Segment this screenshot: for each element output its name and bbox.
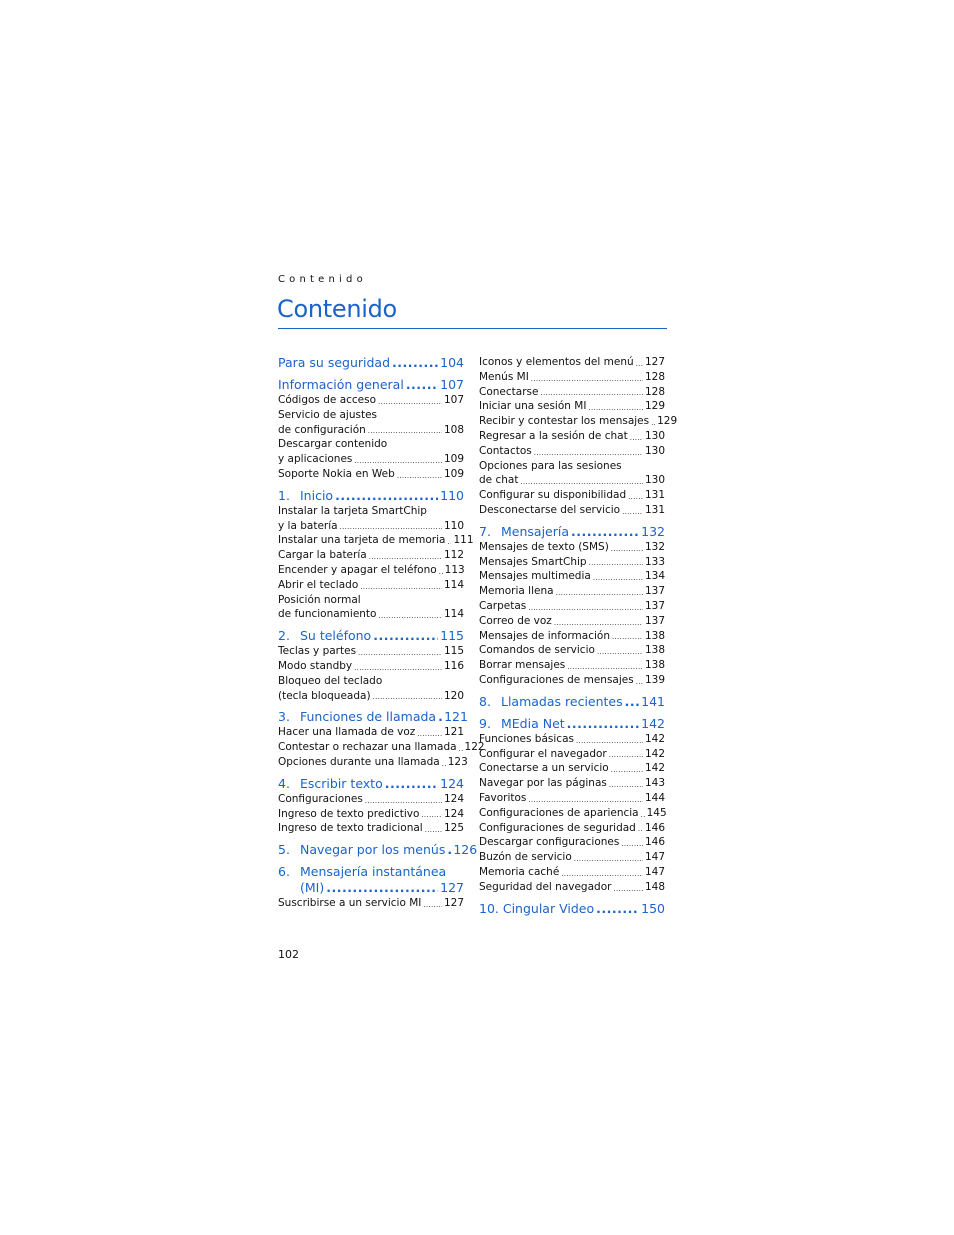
toc-page-number: 120 — [443, 689, 464, 702]
toc-entry[interactable] — [278, 519, 464, 534]
toc-page-number: 133 — [644, 555, 665, 568]
toc-entry-label: Hacer una llamada de voz — [278, 726, 416, 739]
toc-column-right — [479, 355, 678, 917]
dot-leader — [385, 776, 438, 792]
toc-page-number: 122 — [464, 741, 485, 754]
toc-entry[interactable] — [278, 563, 464, 578]
toc-page-number: 147 — [644, 851, 665, 864]
toc-entry-label: Descargar configuraciones — [479, 836, 620, 849]
toc-entry[interactable] — [479, 488, 665, 503]
toc-page-number: 137 — [644, 614, 665, 627]
toc-entry-label: Opciones para las sesiones — [479, 459, 622, 472]
toc-entry[interactable] — [479, 599, 665, 614]
toc-entry[interactable] — [479, 880, 665, 895]
toc-entry-label: Seguridad del navegador — [479, 880, 612, 893]
toc-entry-label: MEdia Net — [501, 715, 565, 731]
toc-entry-label: Configuraciones de mensajes — [479, 673, 634, 686]
toc-page-number: 138 — [644, 644, 665, 657]
dot-leader — [611, 543, 643, 555]
toc-entry-label: Contactos — [479, 444, 532, 457]
toc-section[interactable] — [278, 776, 464, 792]
toc-entry-label: Memoria caché — [479, 865, 560, 878]
toc-entry[interactable] — [479, 414, 678, 429]
toc-entry[interactable] — [479, 865, 665, 880]
toc-page-number: 128 — [644, 370, 665, 383]
toc-page-number: 137 — [644, 585, 665, 598]
toc-entry[interactable] — [278, 689, 464, 704]
toc-page-number: 109 — [443, 467, 464, 480]
toc-entry-label: Para su seguridad — [278, 355, 391, 370]
dot-leader — [625, 694, 640, 710]
toc-page-number: 110 — [440, 487, 464, 503]
dot-leader — [567, 661, 643, 673]
toc-page-number: 116 — [443, 659, 464, 672]
toc-page-number: 142 — [644, 747, 665, 760]
dot-leader — [561, 868, 643, 880]
toc-entry[interactable] — [278, 607, 464, 622]
toc-entry[interactable] — [479, 555, 665, 570]
dot-leader — [397, 470, 442, 482]
dot-leader — [621, 838, 643, 850]
toc-section-number: 2. — [278, 628, 290, 644]
toc-entry[interactable] — [479, 503, 665, 518]
toc-page-number: 121 — [443, 726, 464, 739]
dot-leader — [589, 557, 643, 569]
toc-entry-label: Instalar la tarjeta SmartChip — [278, 504, 427, 517]
toc-entry-label: Correo de voz — [479, 614, 552, 627]
toc-entry-label: Abrir el teclado — [278, 578, 359, 591]
toc-section-number: 1. — [278, 487, 290, 503]
dot-leader — [421, 809, 442, 821]
dot-leader — [360, 581, 442, 593]
toc-page-number: 126 — [453, 842, 478, 858]
toc-page-number: 144 — [644, 791, 665, 804]
toc-entry-label: de chat — [479, 474, 519, 487]
toc-entry-label: Mensajería — [501, 523, 570, 539]
toc-entry[interactable] — [278, 644, 464, 659]
toc-section[interactable] — [278, 709, 468, 725]
toc-entry[interactable] — [479, 732, 665, 747]
toc-entry-label: Navegar por los menús — [300, 842, 446, 858]
toc-page-number: 115 — [443, 645, 464, 658]
toc-page-number: 107 — [443, 394, 464, 406]
toc-entry-label: Escribir texto — [300, 775, 383, 791]
toc-section[interactable] — [278, 355, 464, 371]
dot-leader — [373, 691, 442, 703]
toc-section[interactable] — [479, 901, 665, 917]
toc-entry-label: Recibir y contestar los mensajes — [479, 415, 650, 428]
toc-entry-label: Suscribirse a un servicio MI — [278, 897, 422, 910]
toc-entry-label: Servicio de ajustes — [278, 408, 378, 421]
toc-entry-label: de funcionamiento — [278, 608, 377, 621]
dot-leader — [596, 901, 639, 917]
toc-entry-label: Contestar o rechazar una llamada — [278, 741, 457, 754]
toc-section-number: 4. — [278, 775, 290, 791]
dot-leader — [609, 779, 643, 791]
toc-section[interactable] — [278, 842, 478, 858]
toc-entry[interactable] — [479, 370, 665, 385]
toc-entry-label: Configuraciones de apariencia — [479, 806, 639, 819]
toc-entry[interactable] — [278, 452, 464, 467]
dot-leader — [425, 824, 442, 836]
toc-section[interactable] — [278, 628, 464, 644]
toc-entry-label: Su teléfono — [300, 628, 372, 644]
toc-entry — [278, 593, 464, 608]
toc-entry[interactable] — [479, 444, 665, 459]
dot-leader — [354, 662, 442, 674]
toc-entry[interactable] — [479, 643, 665, 658]
toc-entry[interactable] — [278, 792, 464, 807]
toc-entry[interactable] — [479, 835, 665, 850]
toc-entry[interactable] — [278, 896, 464, 911]
toc-page-number: 129 — [644, 400, 665, 413]
toc-page-number: 104 — [440, 355, 464, 370]
toc-page-number: 138 — [644, 629, 665, 642]
toc-entry[interactable] — [479, 569, 665, 584]
toc-page-number: 141 — [641, 693, 665, 709]
dot-leader — [417, 728, 442, 740]
toc-entry[interactable] — [479, 850, 665, 865]
toc-entry[interactable] — [479, 385, 665, 400]
toc-section[interactable] — [479, 694, 665, 710]
toc-page-number: 111 — [453, 534, 474, 547]
toc-page-number: 124 — [443, 807, 464, 820]
toc-entry — [479, 459, 665, 474]
dot-leader — [612, 631, 643, 643]
dot-leader — [534, 447, 643, 459]
toc-page-number: 128 — [644, 385, 665, 398]
toc-entry-label: 10. Cingular Video — [479, 900, 595, 916]
toc-entry-label: Mensajes SmartChip — [479, 555, 587, 568]
toc-entry — [278, 437, 464, 452]
toc-section[interactable] — [479, 716, 665, 732]
toc-page-number: 109 — [443, 453, 464, 466]
toc-entry[interactable] — [479, 761, 665, 776]
dot-leader — [597, 646, 643, 658]
toc-entry-label: Funciones básicas — [479, 732, 574, 745]
dot-leader — [392, 355, 438, 371]
toc-page-number: 132 — [644, 540, 665, 553]
toc-page-number: 127 — [443, 897, 464, 910]
dot-leader — [611, 764, 643, 776]
toc-page-number: 142 — [644, 732, 665, 745]
dot-leader — [571, 524, 639, 540]
dot-leader — [638, 823, 643, 835]
dot-leader — [358, 647, 442, 659]
toc-page-number: 134 — [644, 570, 665, 583]
toc-entry[interactable] — [479, 473, 665, 488]
toc-page-number: 127 — [440, 880, 464, 896]
toc-entry[interactable] — [278, 740, 485, 755]
toc-page-number: 130 — [644, 429, 665, 442]
toc-entry-label: y aplicaciones — [278, 453, 353, 466]
toc-entry-label: (tecla bloqueada) — [278, 689, 371, 702]
toc-entry-label: Favoritos — [479, 791, 527, 804]
toc-entry[interactable] — [479, 821, 665, 836]
toc-entry-label: Soporte Nokia en Web — [278, 467, 395, 480]
toc-entry[interactable] — [278, 755, 468, 770]
toc-page-number: 127 — [644, 356, 665, 368]
toc-entry-label: Encender y apagar el teléfono — [278, 563, 437, 576]
toc-entry[interactable] — [278, 578, 464, 593]
toc-entry[interactable] — [479, 540, 665, 555]
toc-entry-label: de configuración — [278, 423, 366, 436]
toc-section-number: 9. — [479, 715, 491, 731]
toc-entry[interactable] — [479, 747, 665, 762]
toc-section-number: 5. — [278, 842, 290, 858]
dot-leader — [593, 572, 643, 584]
toc-entry-label: Regresar a la sesión de chat — [479, 429, 628, 442]
toc-entry[interactable] — [479, 776, 665, 791]
toc-entry-label: (MI) — [300, 880, 325, 896]
toc-entry[interactable] — [479, 806, 665, 821]
toc-entry-label: Inicio — [300, 487, 334, 503]
toc-page-number: 132 — [641, 523, 665, 539]
toc-entry-label: Buzón de servicio — [479, 851, 572, 864]
toc-page-number: 112 — [443, 549, 464, 562]
toc-page-number: 129 — [657, 415, 678, 428]
toc-page-number: 125 — [443, 822, 464, 835]
toc-entry-label: Conectarse — [479, 385, 539, 398]
toc-page-number: 130 — [644, 474, 665, 487]
toc-section — [278, 864, 464, 880]
dot-leader — [378, 610, 441, 622]
dot-leader — [438, 709, 442, 725]
toc-entry-label: Bloqueo del teclado — [278, 674, 383, 687]
toc-entry-label: Ingreso de texto predictivo — [278, 807, 420, 820]
toc-section-number: 8. — [479, 693, 491, 709]
toc-section[interactable] — [278, 377, 464, 393]
toc-entry-label: Información general — [278, 377, 404, 392]
toc-entry[interactable] — [278, 807, 464, 822]
toc-page-number: 142 — [644, 762, 665, 775]
toc-page-number: 113 — [444, 563, 465, 576]
dot-leader — [378, 396, 442, 408]
toc-section-number: 7. — [479, 523, 491, 539]
dot-leader — [651, 417, 655, 429]
toc-section[interactable] — [479, 524, 665, 540]
dot-leader — [528, 794, 643, 806]
toc-page-number: 114 — [443, 608, 464, 621]
toc-entry-label: Mensajes de información — [479, 629, 610, 642]
toc-page-number: 142 — [641, 715, 665, 731]
dot-leader — [335, 488, 438, 504]
toc-entry-label: Modo standby — [278, 659, 353, 672]
toc-entry-label: Configuraciones de seguridad — [479, 821, 636, 834]
toc-entry-label: Iniciar una sesión MI — [479, 400, 587, 413]
dot-leader — [622, 506, 643, 518]
toc-section[interactable] — [278, 880, 464, 896]
dot-leader — [628, 491, 643, 503]
toc-page-number: 137 — [644, 599, 665, 612]
toc-entry[interactable] — [479, 355, 665, 370]
toc-page-number: 147 — [644, 865, 665, 878]
toc-page-number: 115 — [440, 628, 464, 644]
toc-entry-label: Mensajes multimedia — [479, 570, 591, 583]
toc-entry — [278, 504, 464, 519]
dot-leader — [368, 425, 442, 437]
toc-column-left — [278, 355, 485, 911]
toc-entry-label: Menús MI — [479, 370, 529, 383]
dot-leader — [609, 749, 643, 761]
toc-entry[interactable] — [479, 429, 665, 444]
toc-page-number: 146 — [644, 836, 665, 849]
page-number: 102 — [278, 948, 299, 961]
dot-leader — [567, 716, 639, 732]
toc-entry-label: Navegar por las páginas — [479, 777, 607, 790]
toc-page-number: 114 — [443, 578, 464, 591]
toc-entry[interactable] — [479, 629, 665, 644]
toc-entry[interactable] — [278, 725, 464, 740]
toc-entry-label: Conectarse a un servicio — [479, 762, 609, 775]
toc-page-number: 131 — [644, 503, 665, 516]
toc-entry[interactable] — [278, 659, 464, 674]
toc-entry-label: Comandos de servicio — [479, 644, 595, 657]
toc-page-number: 131 — [644, 489, 665, 502]
toc-entry-label: Configurar el navegador — [479, 747, 607, 760]
toc-entry[interactable] — [278, 821, 464, 836]
dot-leader — [574, 853, 643, 865]
dot-leader — [636, 358, 643, 370]
dot-leader — [442, 758, 446, 770]
toc-entry-label: Mensajería instantánea — [300, 864, 447, 880]
dot-leader — [373, 628, 438, 644]
toc-section[interactable] — [278, 488, 464, 504]
title-divider — [278, 328, 667, 329]
toc-page-number: 107 — [440, 377, 464, 392]
toc-page-number: 124 — [443, 792, 464, 805]
toc-entry-label: Teclas y partes — [278, 645, 357, 658]
dot-leader — [369, 551, 442, 563]
toc-section-number: 3. — [278, 709, 290, 725]
dot-leader — [520, 476, 643, 488]
toc-entry[interactable] — [278, 548, 464, 563]
toc-page-number: 139 — [644, 673, 665, 686]
dot-leader — [447, 842, 451, 858]
toc-entry-label: Posición normal — [278, 593, 361, 606]
toc-entry — [278, 674, 464, 689]
toc-entry-label: Funciones de llamada — [300, 709, 437, 725]
toc-entry[interactable] — [278, 423, 464, 438]
dot-leader — [340, 521, 442, 533]
toc-entry-label: Descargar contenido — [278, 438, 388, 451]
toc-entry[interactable] — [278, 393, 464, 408]
toc-entry-label: Carpetas — [479, 599, 527, 612]
toc-section-number: 6. — [278, 864, 290, 880]
toc-page-number: 145 — [646, 806, 667, 819]
toc-entry-label: Opciones durante una llamada — [278, 755, 440, 768]
toc-entry[interactable] — [479, 614, 665, 629]
toc-entry-label: Desconectarse del servicio — [479, 503, 621, 516]
toc-entry-label: Cargar la batería — [278, 549, 367, 562]
dot-leader — [630, 432, 643, 444]
toc-entry-label: Ingreso de texto tradicional — [278, 822, 423, 835]
toc-entry-label: Llamadas recientes — [501, 693, 623, 709]
dot-leader — [365, 795, 442, 807]
toc-entry[interactable] — [479, 791, 665, 806]
toc-entry[interactable] — [278, 467, 464, 482]
toc-page-number: 108 — [443, 423, 464, 436]
toc-entry[interactable] — [479, 399, 665, 414]
toc-entry-label: Memoria llena — [479, 585, 554, 598]
dot-leader — [439, 566, 443, 578]
dot-leader — [354, 455, 442, 467]
toc-page-number: 121 — [444, 709, 468, 725]
dot-leader — [576, 735, 643, 747]
toc-entry-label: Iconos y elementos del menú — [479, 356, 634, 368]
dot-leader — [423, 899, 442, 911]
toc-entry[interactable] — [278, 533, 474, 548]
page-title: Contenido — [277, 295, 397, 323]
toc-page-number: 110 — [443, 519, 464, 532]
dot-leader — [459, 743, 463, 755]
toc-page-number: 150 — [641, 900, 665, 916]
dot-leader — [554, 617, 643, 629]
toc-entry-label: Borrar mensajes — [479, 659, 566, 672]
toc-entry-label: Códigos de acceso — [278, 394, 377, 406]
toc-entry[interactable] — [479, 658, 665, 673]
toc-page-number: 148 — [644, 880, 665, 893]
dot-leader — [613, 883, 643, 895]
toc-entry-label: Mensajes de texto (SMS) — [479, 540, 609, 553]
dot-leader — [326, 880, 438, 896]
toc-entry-label: y la batería — [278, 519, 338, 532]
toc-entry — [278, 408, 464, 423]
toc-page-number: 130 — [644, 444, 665, 457]
toc-page-number: 146 — [644, 821, 665, 834]
toc-entry-label: Instalar una tarjeta de memoria — [278, 534, 446, 547]
toc-entry-label: Configuraciones — [278, 792, 363, 805]
toc-entry-label: Configurar su disponibilidad — [479, 489, 627, 502]
toc-page-number: 143 — [644, 777, 665, 790]
running-header: Contenido — [278, 274, 367, 285]
toc-entry[interactable] — [479, 584, 665, 599]
toc-entry[interactable] — [479, 673, 665, 688]
dot-leader — [528, 602, 643, 614]
dot-leader — [641, 809, 645, 821]
dot-leader — [406, 377, 438, 393]
toc-page-number: 123 — [447, 755, 468, 768]
toc-page-number: 138 — [644, 659, 665, 672]
dot-leader — [447, 536, 451, 548]
dot-leader — [531, 373, 643, 385]
dot-leader — [540, 387, 643, 399]
dot-leader — [636, 676, 643, 688]
dot-leader — [556, 587, 643, 599]
toc-page-number: 124 — [440, 775, 464, 791]
dot-leader — [588, 402, 643, 414]
